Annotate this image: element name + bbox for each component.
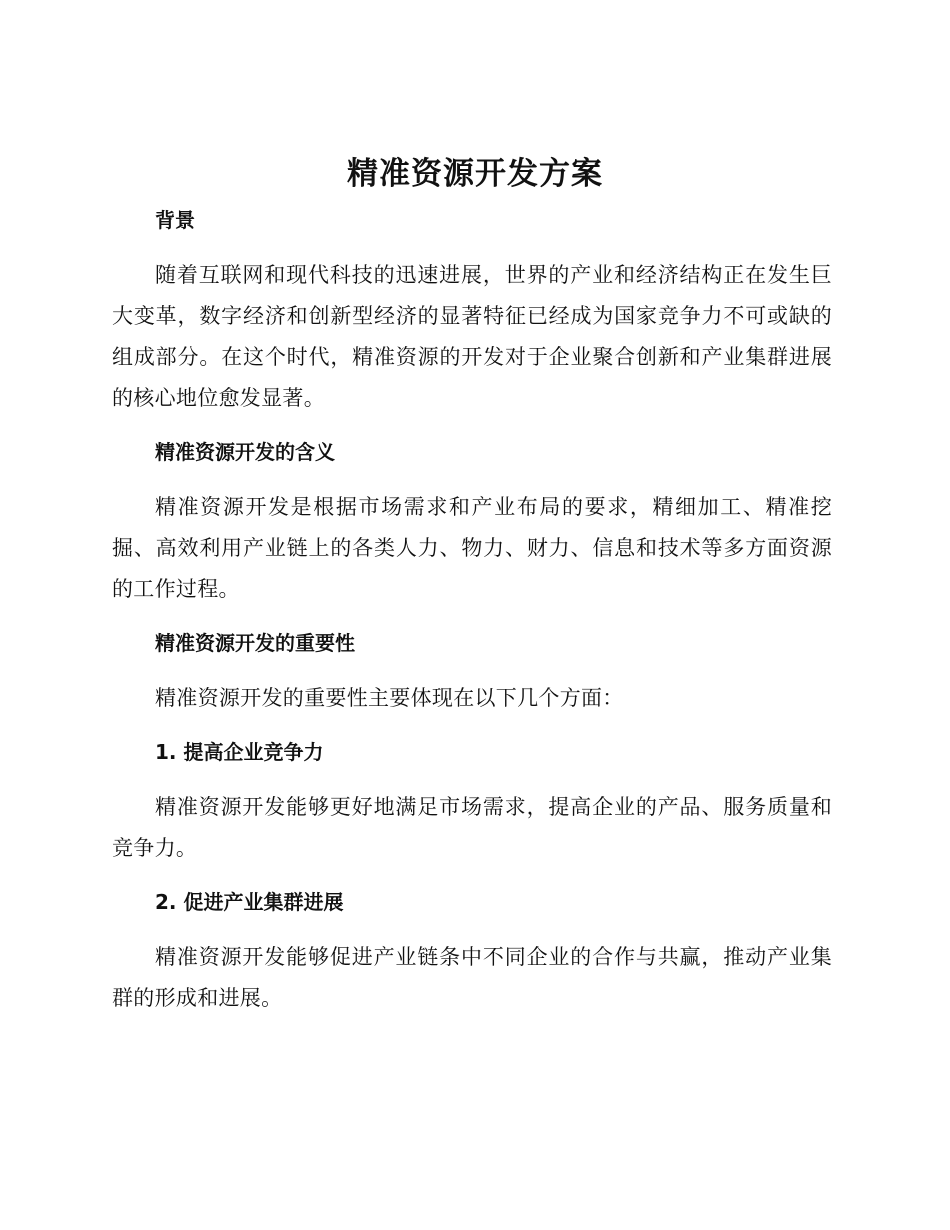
document-title: 精准资源开发方案 [347, 156, 603, 192]
paragraph-meaning: 精准资源开发是根据市场需求和产业布局的要求，精细加工、精准挖掘、高效利用产业链上的各类人力、物力、财力、信息和技术等多方面资源的工作过程。 [112, 495, 832, 601]
paragraph-point-1: 精准资源开发能够更好地满足市场需求，提高企业的产品、服务质量和竞争力。 [112, 795, 832, 860]
document-body [112, 199, 832, 1019]
section-heading-background: 背景 [155, 208, 195, 232]
section-heading-meaning: 精准资源开发的含义 [155, 440, 335, 464]
paragraph-point-2: 精准资源开发能够促进产业链条中不同企业的合作与共赢，推动产业集群的形成和进展。 [112, 945, 832, 1010]
section-heading-point-1: 1. 提高企业竞争力 [155, 740, 324, 764]
section-heading-importance: 精准资源开发的重要性 [155, 631, 355, 655]
section-heading-point-2: 2. 促进产业集群进展 [155, 890, 344, 914]
paragraph-background: 随着互联网和现代科技的迅速进展，世界的产业和经济结构正在发生巨大变革，数字经济和创新型经济的显著特征已经成为国家竞争力不可或缺的组成部分。在这个时代，精准资源的开发对于企业聚合创新和产业集群进展的核心地位愈发显著。 [112, 263, 832, 410]
paragraph-importance: 精准资源开发的重要性主要体现在以下几个方面： [155, 686, 624, 710]
